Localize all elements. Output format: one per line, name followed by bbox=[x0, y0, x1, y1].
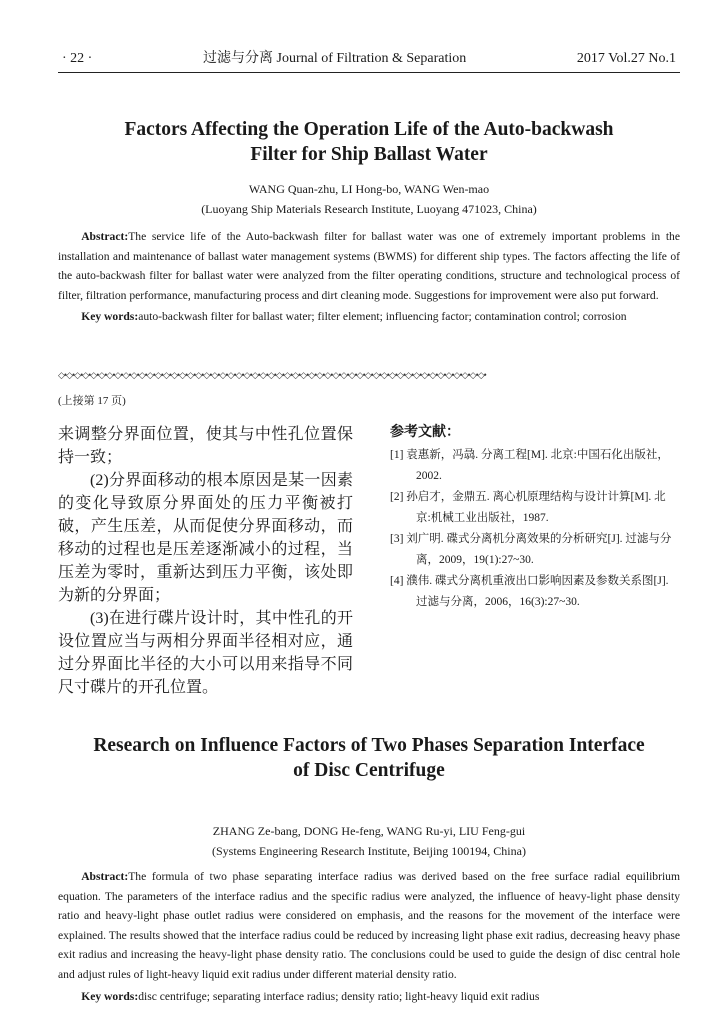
reference-item: [4] 濮伟. 碟式分离机重液出口影响因素及参数关系图[J]. 过滤与分离，2006，16(3):27~30. bbox=[390, 574, 669, 608]
reference-item: [1] 袁惠新，冯骉. 分离工程[M]. 北京:中国石化出版社，2002. bbox=[390, 448, 669, 482]
article2-keywords bbox=[58, 987, 680, 1007]
title-line: Research on Influence Factors of Two Phases Separation Interface bbox=[93, 734, 645, 756]
references-heading: 参考文献： bbox=[390, 424, 460, 440]
article2-title bbox=[58, 733, 680, 783]
continued-note: (上接第 17 页) bbox=[58, 394, 126, 407]
article1-abstract bbox=[58, 227, 680, 305]
journal-name: 过滤与分离 Journal of Filtration & Separation bbox=[203, 51, 467, 66]
left-column-text bbox=[58, 423, 353, 699]
article1-authors: WANG Quan-zhu, LI Hong-bo, WANG Wen-mao bbox=[248, 182, 490, 196]
running-header bbox=[58, 50, 680, 68]
article1-affiliation: (Luoyang Ship Materials Research Institute, Luoyang 471023, China) bbox=[201, 202, 537, 216]
references bbox=[390, 423, 680, 699]
abstract-text: The formula of two phase separating interface radius was derived based on the free surface radial equilibrium equation. The parameters of the interface radius and the specific radius were analyzed, the influence of heavy-light phase density ratio and heavy-light phase outlet radius were considered on emphasis, and the reasons for the movement of the interface were explained. The results showed that the interface radius could be reduced by increasing light phase exit radius, decreasing heavy phase exit radius and increasing the heavy-light phase density ratio. The conclusions could be used to guide the design of disc central hole and adjust rules of light-heavy liquid exit radius under different material density ratio. bbox=[58, 869, 680, 981]
article1-title bbox=[58, 117, 680, 167]
title-line: Factors Affecting the Operation Life of the Auto-backwash bbox=[124, 119, 614, 140]
abstract-text: The service life of the Auto-backwash filter for ballast water was one of extremely important problems in the installation and maintenance of ballast water management systems (BWMS) for different ship types. The factors affecting the life of the auto-backwash filter for ballast water were analyzed from the filter operating conditions, structure and technological process of filter, filtration performance, manufacturing process and dirt cleaning mode. Suggestions for improvement were also put forward. bbox=[58, 230, 680, 302]
article2-abstract bbox=[58, 867, 680, 985]
issue-info: 2017 Vol.27 No.1 bbox=[576, 51, 676, 66]
paragraph: (2)分界面移动的根本原因是某一因素的变化导致原分界面处的压力平衡被打破，产生压差，从而促使分界面移动，而移动的过程也是压差逐渐减小的过程，当压差为零时，重新达到压力平衡，该处即为新的分界面； bbox=[58, 471, 353, 604]
keywords-text: auto-backwash filter for ballast water; filter element; influencing factor; contamination control; corrosion bbox=[138, 310, 627, 324]
abstract-label: Abstract: bbox=[81, 869, 129, 883]
paragraph: (3)在进行碟片设计时，其中性孔的开设位置应当与两相分界面半径相对应，通过分界面比半径的大小可以用来指导不同尺寸碟片的开孔位置。 bbox=[58, 609, 353, 696]
reference-item: [2] 孙启才，金鼎五. 离心机原理结构与设计计算[M]. 北京:机械工业出版社，1987. bbox=[390, 490, 666, 524]
two-column-body bbox=[58, 423, 680, 699]
page-number: · 22 · bbox=[62, 51, 93, 66]
keywords-text: disc centrifuge; separating interface radius; density ratio; light-heavy liquid exit radius bbox=[138, 989, 540, 1003]
section-separator: ◇•◇•◇•◇•◇•◇•◇•◇•◇•◇•◇•◇•◇•◇•◇•◇•◇•◇•◇•◇•◇•◇•◇•◇•◇•◇•◇•◇•◇•◇•◇•◇•◇•◇•◇•◇•◇•◇•◇•◇•◇•◇•◇•◇•◇•◇•◇•◇•◇•◇•◇•◇•◇• bbox=[58, 369, 486, 380]
reference-item: [3] 刘广明. 碟式分离机分离效果的分析研究[J]. 过滤与分离，2009，19(1):27~30. bbox=[390, 532, 672, 566]
title-line: Filter for Ship Ballast Water bbox=[250, 144, 488, 165]
title-line: of Disc Centrifuge bbox=[293, 759, 445, 781]
article1-keywords bbox=[58, 307, 680, 327]
article2-affiliation: (Systems Engineering Research Institute, Beijing 100194, China) bbox=[212, 843, 526, 858]
header-rule bbox=[58, 72, 680, 73]
article2-authors: ZHANG Ze-bang, DONG He-feng, WANG Ru-yi, LIU Feng-gui bbox=[212, 823, 526, 838]
paragraph: 来调整分界面位置，使其与中性孔位置保持一致； bbox=[58, 425, 353, 466]
keywords-label: Key words: bbox=[81, 310, 139, 324]
abstract-label: Abstract: bbox=[81, 230, 129, 243]
keywords-label: Key words: bbox=[81, 989, 139, 1003]
